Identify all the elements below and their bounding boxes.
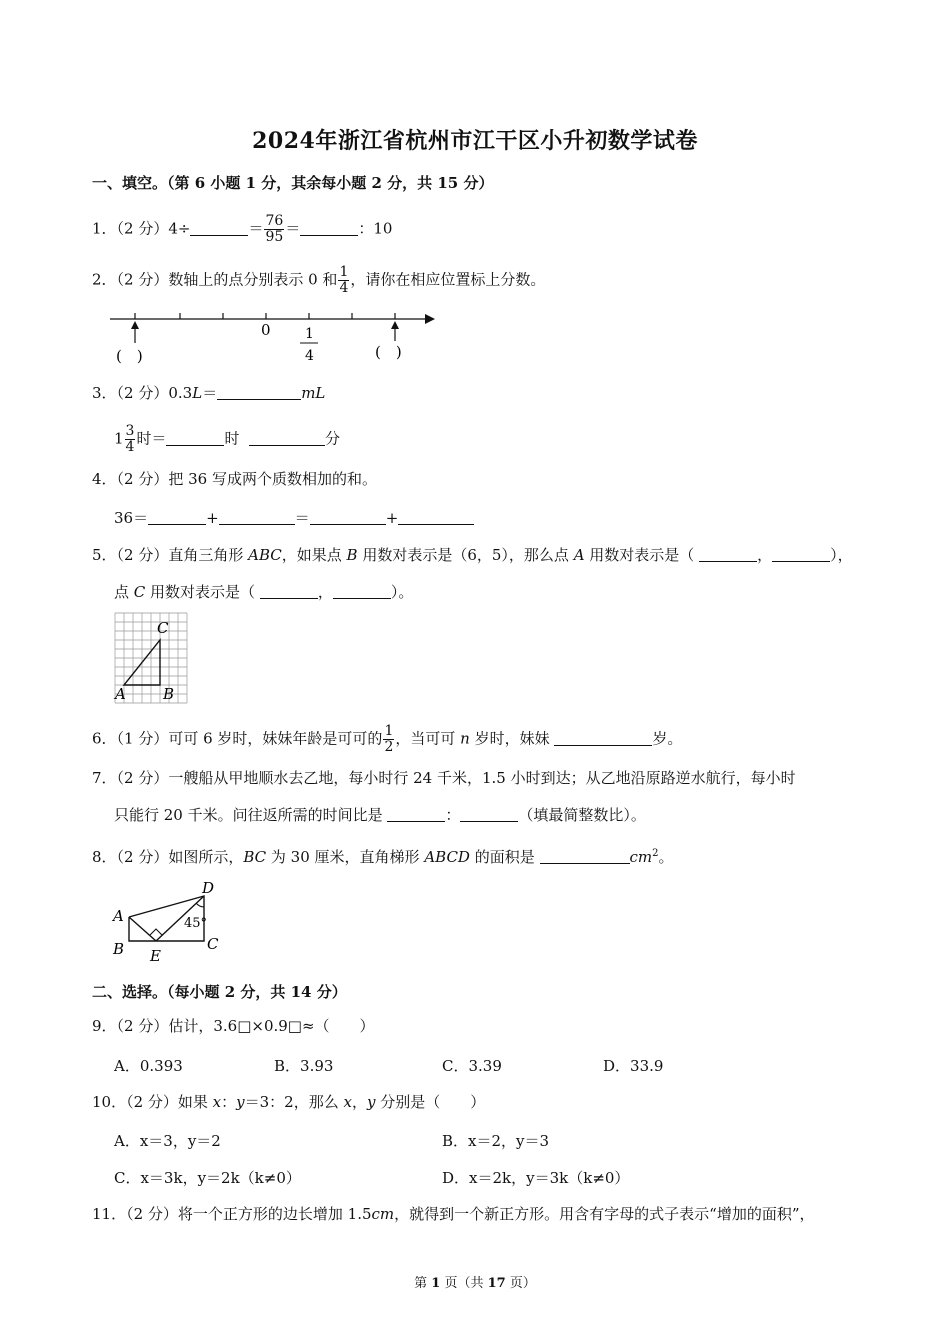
q10-option-a[interactable]: A．x＝3，y＝2 — [114, 1132, 221, 1150]
label-zero: 0 — [261, 321, 271, 339]
answer-paren-left[interactable]: ( ) — [116, 347, 143, 365]
pointer-arrow-icon — [131, 321, 139, 329]
label-b: B — [163, 685, 175, 703]
answer-blank[interactable] — [460, 807, 518, 822]
answer-blank[interactable] — [310, 510, 386, 525]
q9-option-d[interactable]: D．33.9 — [603, 1057, 664, 1075]
question-11: 11．（2 分）将一个正方形的边长增加 1.5cm，就得到一个新正方形。用含有字母的式子表示“增加的面积”， — [92, 1205, 815, 1223]
fraction: $\frac{3}{4}$ — [125, 423, 135, 455]
fraction: $\frac{1}{4}$ — [339, 264, 349, 296]
answer-blank[interactable] — [540, 849, 630, 864]
question-9: 9．（2 分）估计，3.6□×0.9□≈（ ） — [92, 1017, 375, 1035]
label-frac-den: 4 — [305, 348, 314, 364]
q9-option-b[interactable]: B．3.93 — [274, 1057, 334, 1075]
answer-blank[interactable] — [398, 510, 474, 525]
answer-blank[interactable] — [300, 221, 358, 236]
answer-blank[interactable] — [219, 510, 295, 525]
q10-option-b[interactable]: B．x＝2，y＝3 — [442, 1132, 550, 1150]
question-7-line-2: 只能行 20 千米。问往返所需的时间比是 ： （填最简整数比）。 — [114, 806, 646, 824]
page-title: 2024年浙江省杭州市江干区小升初数学试卷 — [252, 128, 698, 154]
question-6: 6．（1 分）可可 6 岁时，妹妹年龄是可可的 $\frac{1}{2}$ ，当可可 n 岁时，妹妹 岁。 — [92, 723, 683, 755]
fraction: $\frac{1}{2}$ — [384, 723, 394, 755]
question-8: 8．（2 分）如图所示，BC 为 30 厘米，直角梯形 ABCD 的面积是 $cm^2$。 — [92, 848, 674, 866]
answer-paren-right[interactable]: ( ) — [375, 343, 402, 361]
question-1: 1．（2 分）4÷ ＝ $\frac{76}{95}$ ＝ ：10 — [92, 213, 393, 245]
label-d: D — [202, 879, 215, 897]
answer-blank[interactable] — [554, 731, 652, 746]
label-e: E — [150, 947, 161, 965]
number-line-figure — [105, 305, 445, 370]
answer-blank[interactable] — [333, 584, 391, 599]
question-5-line-2: 点 C 用数对表示是（ ， ）。 — [114, 583, 414, 601]
q9-option-c[interactable]: C．3.39 — [442, 1057, 502, 1075]
answer-blank[interactable] — [190, 221, 248, 236]
label-c: C — [207, 935, 219, 953]
question-3: 3．（2 分）0.3L＝ mL — [92, 384, 326, 402]
question-5: 5．（2 分）直角三角形 ABC，如果点 B 用数对表示是（6，5），那么点 A 用数对表示是（ ， ）， — [92, 546, 853, 564]
answer-blank[interactable] — [249, 431, 325, 446]
question-10: 10．（2 分）如果 x：y＝3：2，那么 x，y 分别是（ ） — [92, 1093, 486, 1111]
answer-blank[interactable] — [166, 431, 224, 446]
page-footer: 第 1 页（共 17 页） — [414, 1276, 536, 1291]
fraction: $\frac{76}{95}$ — [265, 213, 284, 245]
ticks — [135, 313, 395, 319]
section-choice-heading: 二、选择。（每小题 2 分，共 14 分） — [92, 983, 347, 1001]
answer-blank[interactable] — [260, 584, 318, 599]
question-2: 2．（2 分）数轴上的点分别表示 0 和 $\frac{1}{4}$ ，请你在相应位置标上分数。 — [92, 264, 546, 296]
question-4: 4．（2 分）把 36 写成两个质数相加的和。 — [92, 470, 377, 488]
question-4-line-2: 36＝ + ＝ + — [114, 507, 474, 529]
answer-blank[interactable] — [387, 807, 445, 822]
q9-option-a[interactable]: A．0.393 — [114, 1057, 183, 1075]
right-angle-mark — [150, 929, 162, 935]
q10-option-d[interactable]: D．x＝2k，y＝3k（k≠0） — [442, 1169, 630, 1187]
label-a: A — [115, 685, 126, 703]
question-7: 7．（2 分）一艘船从甲地顺水去乙地，每小时行 24 千米，1.5 小时到达；从乙地沿原路逆水航行，每小时 — [92, 769, 796, 787]
pointer-arrow-icon — [391, 321, 399, 329]
answer-blank[interactable] — [772, 547, 830, 562]
label-angle: 45° — [184, 916, 208, 931]
answer-blank[interactable] — [148, 510, 206, 525]
answer-blank[interactable] — [699, 547, 757, 562]
section-fill-heading: 一、填空。（第 6 小题 1 分，其余每小题 2 分，共 15 分） — [92, 174, 494, 192]
label-b: B — [113, 940, 125, 958]
q10-option-c[interactable]: C．x＝3k，y＝2k（k≠0） — [114, 1169, 301, 1187]
label-a: A — [113, 907, 124, 925]
trapezoid-figure — [110, 877, 225, 965]
label-frac-num: 1 — [305, 326, 314, 342]
question-3-line-2: 1 $\frac{3}{4}$ 时＝ 时 分 — [114, 423, 341, 455]
label-c: C — [157, 619, 169, 637]
arrow-head-icon — [425, 314, 435, 324]
grid-triangle-figure — [113, 611, 191, 711]
answer-blank[interactable] — [217, 385, 301, 400]
